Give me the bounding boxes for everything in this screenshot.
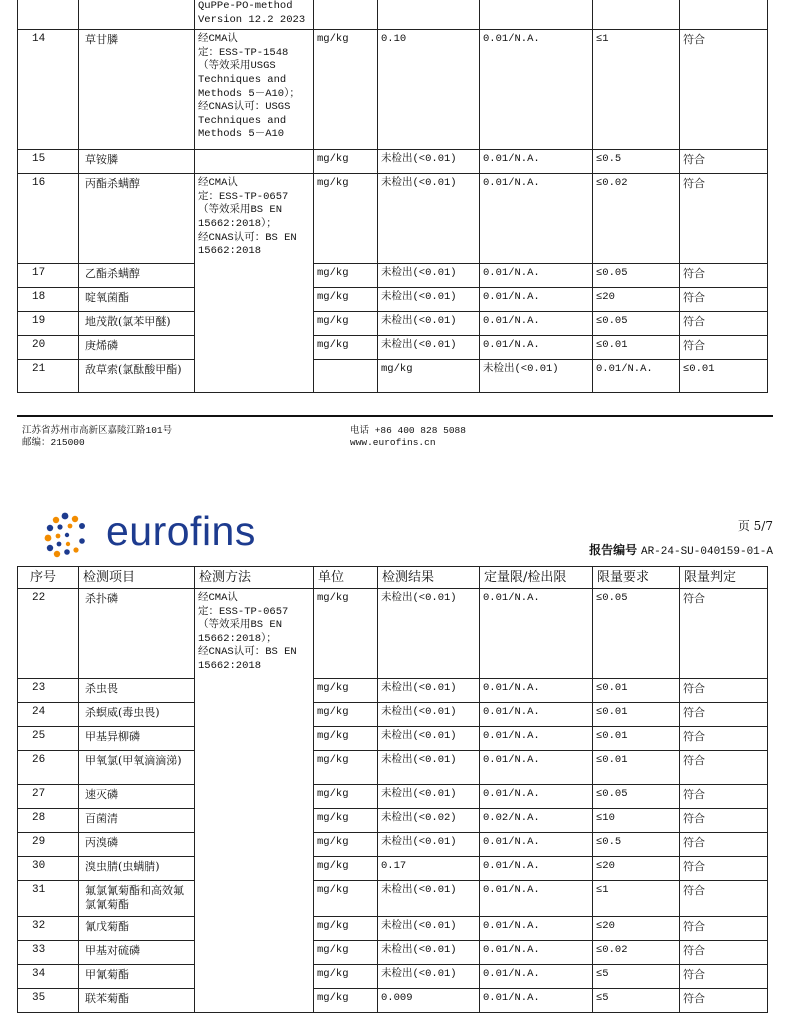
unit-cell: mg/kg <box>378 360 480 393</box>
result-cell: 未检出(<0.01) <box>378 881 480 917</box>
eurofins-dots-icon <box>44 511 104 559</box>
limit-cell: ≤0.01 <box>593 751 680 785</box>
footer-postcode: 邮编：215000 <box>22 437 85 448</box>
column-header: 定量限/检出限 <box>480 567 593 589</box>
lod-cell: 0.01/N.A. <box>480 679 593 703</box>
item-name: 啶氧菌酯 <box>79 288 195 312</box>
row-number: 15 <box>18 150 79 174</box>
limit-cell: ≤0.02 <box>593 941 680 965</box>
limit-cell: ≤0.02 <box>593 174 680 264</box>
row-number: 22 <box>18 589 79 679</box>
item-name: 甲氧氯(甲氧滴滴涕) <box>79 751 195 785</box>
result-cell: 未检出(<0.01) <box>378 785 480 809</box>
table-row <box>18 703 768 727</box>
item-name: 丙溴磷 <box>79 833 195 857</box>
table-row <box>18 589 768 679</box>
verdict-cell: 符合 <box>680 288 768 312</box>
result-cell: 0.17 <box>378 857 480 881</box>
result-cell: 未检出(<0.01) <box>378 965 480 989</box>
verdict-cell: 符合 <box>680 727 768 751</box>
limit-cell: ≤1 <box>593 881 680 917</box>
limit-cell: ≤5 <box>593 989 680 1013</box>
table-row <box>18 360 768 393</box>
limit-cell: ≤0.01 <box>593 727 680 751</box>
eurofins-wordmark: eurofins <box>106 508 256 554</box>
unit-cell: mg/kg <box>314 833 378 857</box>
lod-cell: 0.01/N.A. <box>480 833 593 857</box>
row-number: 33 <box>18 941 79 965</box>
limit-cell: ≤10 <box>593 809 680 833</box>
lod-cell: 0.01/N.A. <box>480 881 593 917</box>
verdict-cell: 符合 <box>680 917 768 941</box>
verdict-cell: 符合 <box>680 881 768 917</box>
table-row <box>18 150 768 174</box>
result-cell: 未检出(<0.01) <box>378 264 480 288</box>
item-name: 溴虫腈(虫螨腈) <box>79 857 195 881</box>
lod-cell: 0.01/N.A. <box>480 917 593 941</box>
unit-cell: mg/kg <box>314 881 378 917</box>
lod-cell: 0.01/N.A. <box>480 288 593 312</box>
verdict-cell: 符合 <box>680 833 768 857</box>
verdict-cell: 符合 <box>680 703 768 727</box>
result-cell: 0.10 <box>378 30 480 150</box>
table-row <box>18 751 768 785</box>
row-number: 20 <box>18 336 79 360</box>
verdict-cell: 符合 <box>680 989 768 1013</box>
lod-cell: 0.01/N.A. <box>480 965 593 989</box>
report-number <box>589 541 773 558</box>
column-header: 检测方法 <box>195 567 314 589</box>
limit-cell: ≤1 <box>593 30 680 150</box>
item-name: 庚烯磷 <box>79 336 195 360</box>
results-table-page-4 <box>17 0 768 393</box>
verdict-cell: 符合 <box>680 336 768 360</box>
item-name: 速灭磷 <box>79 785 195 809</box>
column-header: 序号 <box>18 567 79 589</box>
unit-cell: mg/kg <box>314 264 378 288</box>
report-number-value: AR-24-SU-040159-01-A <box>640 546 773 558</box>
table-header-row <box>18 567 768 589</box>
unit-cell: mg/kg <box>314 174 378 264</box>
result-cell: 未检出(<0.01) <box>378 336 480 360</box>
result-cell: 未检出(<0.01) <box>378 288 480 312</box>
table-row <box>18 809 768 833</box>
item-name: 乙酯杀螨醇 <box>79 264 195 288</box>
result-cell: 未检出(<0.01) <box>378 679 480 703</box>
table-row <box>18 336 768 360</box>
unit-cell: mg/kg <box>314 785 378 809</box>
result-cell: 未检出(<0.01) <box>378 941 480 965</box>
verdict-cell: 符合 <box>680 312 768 336</box>
result-cell: 未检出(<0.01) <box>378 703 480 727</box>
lod-cell: 0.01/N.A. <box>480 857 593 881</box>
limit-cell: ≤0.5 <box>593 150 680 174</box>
result-cell: 未检出(<0.01) <box>378 150 480 174</box>
unit-cell: mg/kg <box>314 679 378 703</box>
row-number: 32 <box>18 917 79 941</box>
table-row <box>18 881 768 917</box>
verdict-cell: 符合 <box>680 174 768 264</box>
unit-cell: mg/kg <box>314 809 378 833</box>
unit-cell: mg/kg <box>314 727 378 751</box>
verdict-cell: 符合 <box>680 857 768 881</box>
table-row <box>18 941 768 965</box>
result-cell: 未检出(<0.01) <box>378 917 480 941</box>
row-number: 19 <box>18 312 79 336</box>
item-name: 联苯菊酯 <box>79 989 195 1013</box>
row-number: 25 <box>18 727 79 751</box>
table-row <box>18 785 768 809</box>
item-name: 甲氰菊酯 <box>79 965 195 989</box>
result-cell: 0.009 <box>378 989 480 1013</box>
limit-cell: ≤5 <box>593 965 680 989</box>
results-table-page-5 <box>17 566 768 1013</box>
item-name: 氰戊菊酯 <box>79 917 195 941</box>
item-name: 杀螟威(毒虫畏) <box>79 703 195 727</box>
verdict-cell: 符合 <box>680 30 768 150</box>
lod-cell: 0.01/N.A. <box>593 360 680 393</box>
table-row <box>18 288 768 312</box>
limit-cell: ≤0.5 <box>593 833 680 857</box>
lod-cell: 0.01/N.A. <box>480 174 593 264</box>
limit-cell: ≤0.01 <box>593 679 680 703</box>
item-name: 甲基异柳磷 <box>79 727 195 751</box>
method-cell: 经CMA认 定：ESS-TP-1548 （等效采用USGS Techniques and Methods 5－A10）； 经CNAS认可：USGS Techniques and Methods 5－A10 <box>195 30 314 150</box>
row-number: 30 <box>18 857 79 881</box>
report-number-label: 报告编号 <box>589 543 638 557</box>
row-number: 23 <box>18 679 79 703</box>
method-cell: 经CMA认 定：ESS-TP-0657 （等效采用BS EN 15662:2018）； 经CNAS认可：BS EN 15662:2018 <box>195 589 314 1013</box>
unit-cell: mg/kg <box>314 30 378 150</box>
footer-address: 江苏省苏州市高新区嘉陵江路101号 <box>22 425 173 436</box>
row-number: 31 <box>18 881 79 917</box>
lod-cell: 0.01/N.A. <box>480 30 593 150</box>
lod-cell: 0.01/N.A. <box>480 336 593 360</box>
result-cell: 未检出(<0.01) <box>378 312 480 336</box>
table-row <box>18 989 768 1013</box>
verdict-cell: 符合 <box>680 679 768 703</box>
verdict-cell: 符合 <box>680 941 768 965</box>
limit-cell: ≤0.05 <box>593 264 680 288</box>
item-name: 百菌清 <box>79 809 195 833</box>
column-header: 限量要求 <box>593 567 680 589</box>
footer-website: www.eurofins.cn <box>350 437 436 448</box>
result-cell: 未检出(<0.01) <box>378 174 480 264</box>
unit-cell: mg/kg <box>314 150 378 174</box>
verdict-cell: 符合 <box>680 965 768 989</box>
item-name: 杀扑磷 <box>79 589 195 679</box>
result-cell: 未检出(<0.01) <box>378 833 480 857</box>
result-cell: 未检出(<0.02) <box>378 809 480 833</box>
column-header: 检测项目 <box>79 567 195 589</box>
verdict-cell: 符合 <box>680 589 768 679</box>
unit-cell: mg/kg <box>314 589 378 679</box>
unit-cell: mg/kg <box>314 336 378 360</box>
column-header: 限量判定 <box>680 567 768 589</box>
row-number: 18 <box>18 288 79 312</box>
table-row <box>18 917 768 941</box>
method-cell: 经CMA认 定：ESS-TP-0657 （等效采用BS EN 15662:2018）； 经CNAS认可：BS EN 15662:2018 <box>195 174 314 393</box>
unit-cell: mg/kg <box>314 857 378 881</box>
result-cell: 未检出(<0.01) <box>480 360 593 393</box>
table-row <box>18 965 768 989</box>
table-row <box>18 857 768 881</box>
lod-cell: 0.01/N.A. <box>480 150 593 174</box>
lod-cell: 0.01/N.A. <box>480 312 593 336</box>
unit-cell: mg/kg <box>314 941 378 965</box>
unit-cell: mg/kg <box>314 703 378 727</box>
unit-cell: mg/kg <box>314 965 378 989</box>
lod-cell: 0.01/N.A. <box>480 989 593 1013</box>
verdict-cell: 符合 <box>680 809 768 833</box>
limit-cell: ≤0.05 <box>593 785 680 809</box>
limit-cell: ≤20 <box>593 288 680 312</box>
item-name: 杀虫畏 <box>79 679 195 703</box>
limit-cell: ≤0.05 <box>593 589 680 679</box>
table-row <box>18 312 768 336</box>
limit-cell: ≤20 <box>593 917 680 941</box>
page-number: 页 5/7 <box>737 519 773 533</box>
row-number: 24 <box>18 703 79 727</box>
unit-cell: mg/kg <box>314 312 378 336</box>
footer-divider <box>17 415 773 417</box>
verdict-cell: 符合 <box>680 264 768 288</box>
unit-cell: mg/kg <box>314 989 378 1013</box>
lod-cell: 0.02/N.A. <box>480 809 593 833</box>
footer-address-block <box>22 425 172 449</box>
row-number: 29 <box>18 833 79 857</box>
row-number: 21 <box>18 360 79 393</box>
item-name: 草铵膦 <box>79 150 195 174</box>
item-name: 丙酯杀螨醇 <box>79 174 195 264</box>
lod-cell: 0.01/N.A. <box>480 264 593 288</box>
limit-cell: ≤0.05 <box>593 312 680 336</box>
footer-phone: 电话 +86 400 828 5088 <box>350 425 466 436</box>
lod-cell: 0.01/N.A. <box>480 589 593 679</box>
limit-cell: ≤20 <box>593 857 680 881</box>
result-cell: 未检出(<0.01) <box>378 589 480 679</box>
row-number: 17 <box>18 264 79 288</box>
verdict-cell: 符合 <box>680 150 768 174</box>
row-number: 28 <box>18 809 79 833</box>
limit-cell: ≤0.01 <box>593 703 680 727</box>
lod-cell: 0.01/N.A. <box>480 941 593 965</box>
item-name: 敌草索(氯酞酸甲酯) <box>79 360 195 393</box>
limit-cell: ≤0.01 <box>593 336 680 360</box>
column-header: 检测结果 <box>378 567 480 589</box>
verdict-cell: 符合 <box>680 785 768 809</box>
row-number: 26 <box>18 751 79 785</box>
row-number: 34 <box>18 965 79 989</box>
table-row <box>18 174 768 264</box>
lod-cell: 0.01/N.A. <box>480 727 593 751</box>
table-row <box>18 679 768 703</box>
unit-cell: mg/kg <box>314 917 378 941</box>
result-cell: 未检出(<0.01) <box>378 751 480 785</box>
lod-cell: 0.01/N.A. <box>480 785 593 809</box>
verdict-cell: 符合 <box>680 751 768 785</box>
item-name: 氟氯氰菊酯和高效氟氯氰菊酯 <box>79 881 195 917</box>
footer-contact-block <box>350 425 466 449</box>
item-name: 地茂散(氯苯甲醚) <box>79 312 195 336</box>
row-number: 14 <box>18 30 79 150</box>
row-number: 16 <box>18 174 79 264</box>
table-row <box>18 833 768 857</box>
lod-cell: 0.01/N.A. <box>480 751 593 785</box>
unit-cell: mg/kg <box>314 288 378 312</box>
item-name: 甲基对硫磷 <box>79 941 195 965</box>
table-row <box>18 30 768 150</box>
table-row <box>18 0 768 30</box>
column-header: 单位 <box>314 567 378 589</box>
table-row <box>18 727 768 751</box>
row-number: 27 <box>18 785 79 809</box>
method-cell: QuPPe-PO-method Version 12.2 2023 <box>195 0 314 30</box>
limit-cell: ≤0.01 <box>680 360 768 393</box>
row-number: 35 <box>18 989 79 1013</box>
result-cell: 未检出(<0.01) <box>378 727 480 751</box>
unit-cell: mg/kg <box>314 751 378 785</box>
item-name: 草甘膦 <box>79 30 195 150</box>
lod-cell: 0.01/N.A. <box>480 703 593 727</box>
table-row <box>18 264 768 288</box>
